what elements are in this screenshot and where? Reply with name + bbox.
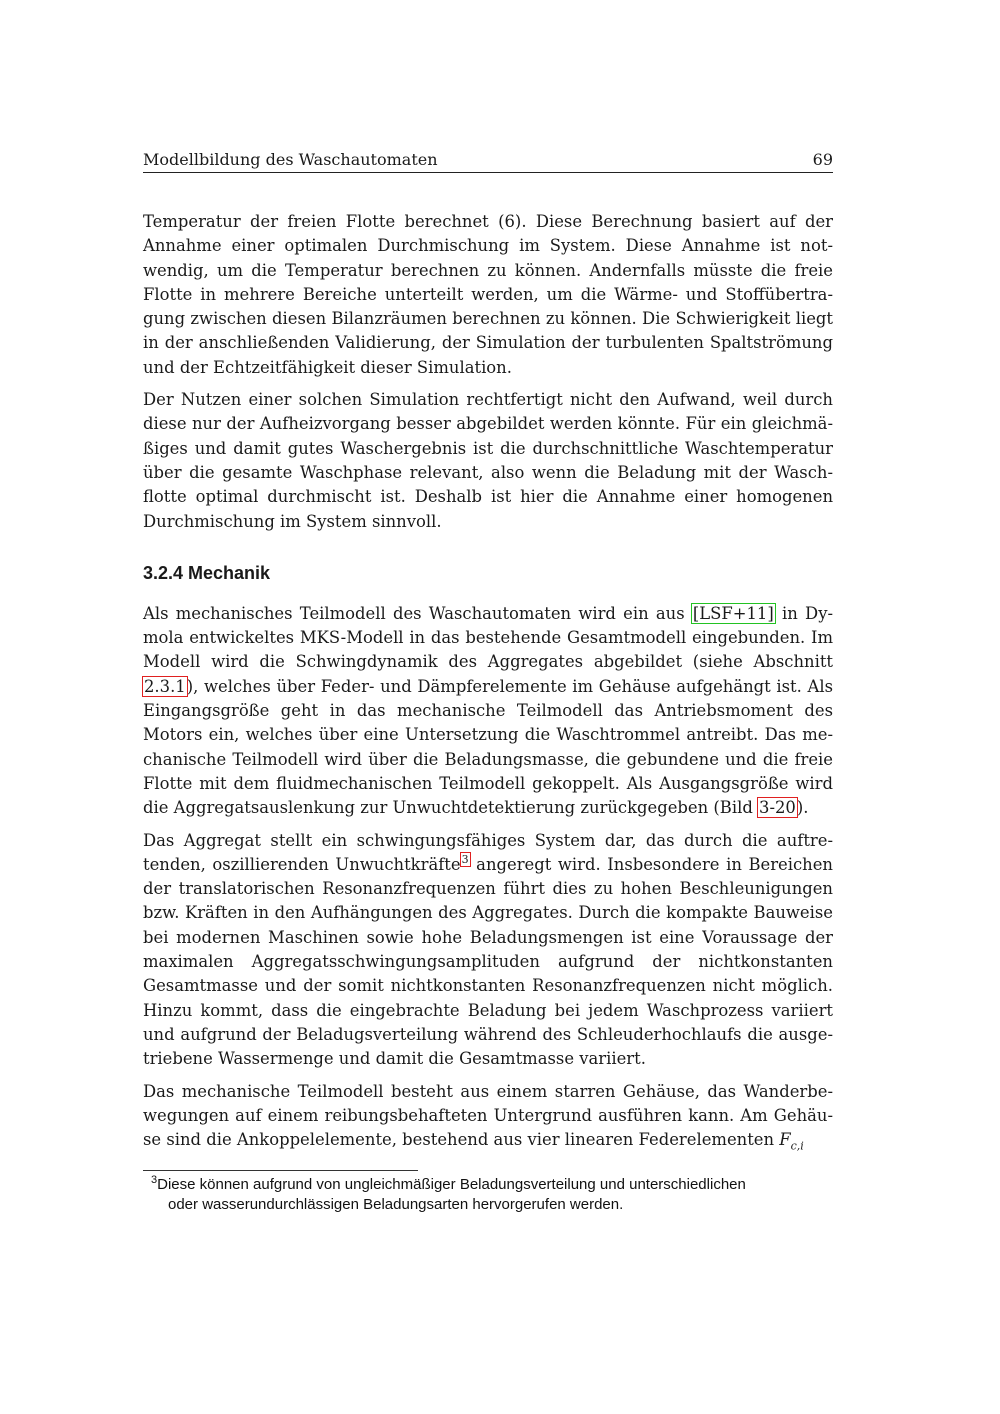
footnote-marker-link[interactable]: 3 (461, 853, 469, 867)
paragraph-4-text-a: Das Aggregat stellt ein schwingungsfähiges System dar, das durch die auftretenden, oszillierenden Unwuchtkräfte (143, 830, 833, 874)
paragraph-4-text-b: angeregt wird. Insbesondere in Bereichen der translatorischen Resonanzfrequenzen führt dies zu hohen Beschleunigungen bzw. Kräften in den Aufhängungen des Aggregates. Durch die kompakte Bauweise bei modernen Maschinen sowie hohe Beladungsmengen ist eine Voraussage der maximalen Aggregatsschwingungsamplituden aufgrund der nichtkonstanten Gesamtmasse und der somit nichtkonstanten Resonanzfrequenzen nicht möglich. Hinzu kommt, dass die eingebrachte Beladung bei jedem Waschprozess variiert und aufgrund der Beladugsverteilung während des Schleuderhochlaufs die ausgetriebene Wassermenge und damit die Gesamtmasse variiert. (143, 854, 833, 1069)
body-text (143, 210, 833, 1167)
footnote-number: 3 (151, 1174, 158, 1186)
section-heading: 3.2.4 Mechanik (143, 562, 271, 583)
paragraph-3 (143, 602, 833, 821)
running-header (143, 150, 833, 173)
paragraph-3-text-a: Als mechanisches Teilmodell des Waschautomaten wird ein aus (143, 603, 692, 623)
footnote (151, 1175, 835, 1215)
math-symbol-subscript: c,i (790, 1139, 804, 1153)
section-ref-link-2-3-1[interactable]: 2.3.1 (144, 676, 186, 696)
figure-ref-link-3-20[interactable]: 3-20 (759, 798, 796, 818)
paragraph-2: Der Nutzen einer solchen Simulation rechtfertigt nicht den Aufwand, weil durch diese nur der Aufheizvorgang besser abgebildet werden könnte. Für ein gleichmäßiges und damit gutes Waschergebnis ist die durchschnittliche Waschtemperatur über die gesamte Waschphase relevant, also wenn die Beladung mit der Waschflotte optimal durchmischt ist. Deshalb ist hier die Annahme einer homogenen Durchmischung im System sinnvoll. (143, 390, 833, 531)
paragraph-4 (143, 829, 833, 1072)
math-symbol-fci (779, 1130, 804, 1153)
footnote-line-2: oder wasserundurchlässigen Beladungsarten hervorgerufen werden. (168, 1196, 624, 1213)
paragraph-3-text-b: in Dymola entwickeltes MKS-Modell in das bestehende Gesamtmodell eingebunden. Im Modell wird die Schwingdynamik des Aggregates abgebildet (siehe Abschnitt (143, 603, 833, 672)
footnote-divider (143, 1170, 418, 1171)
paragraph-3-text-c: ), welches über Feder- und Dämpferelemente im Gehäuse aufgehängt ist. Als Eingangsgröße geht in das mechanische Teilmodell das Antriebsmoment des Motors ein, welches über eine Untersetzung die Waschtrommel antreibt. Das mechanische Teilmodell wird über die Beladungsmasse, die gebundene und die freie Flotte mit dem fluidmechanischen Teilmodell gekoppelt. Als Ausgangsgröße wird die Aggregatsauslenkung zur Unwuchtdetektierung zurückgegeben (Bild (143, 676, 833, 818)
paragraph-1: Temperatur der freien Flotte berechnet (6). Diese Berechnung basiert auf der Annahme einer optimalen Durchmischung im System. Diese Annahme ist notwendig, um die Temperatur berechnen zu können. Andernfalls müsste die freie Flotte in mehrere Bereiche unterteilt werden, um die Wärme- und Stoffübertragung zwischen diesen Bilanzräumen berechnen zu können. Die Schwierigkeit liegt in der anschließenden Validierung, der Simulation der turbulenten Spaltströmung und der Echtzeitfähigkeit dieser Simulation. (143, 212, 833, 377)
citation-link-lsf11[interactable]: [LSF+11] (692, 603, 774, 623)
math-symbol-base: F (779, 1130, 791, 1150)
paragraph-3-text-d: ). (796, 798, 809, 818)
page-number: 69 (812, 150, 833, 169)
paragraph-5-text-a: Das mechanische Teilmodell besteht aus einem starren Gehäuse, das Wanderbewegungen auf einem reibungsbehafteten Untergrund ausführen kann. Am Gehäuse sind die Ankoppelelemente, bestehend aus vier linearen Federelementen (143, 1081, 833, 1150)
paragraph-5 (143, 1080, 833, 1159)
running-header-title: Modellbildung des Waschautomaten (143, 150, 438, 169)
footnote-line-1: Diese können aufgrund von ungleichmäßiger Beladungsverteilung und unterschiedlichen (157, 1176, 746, 1193)
